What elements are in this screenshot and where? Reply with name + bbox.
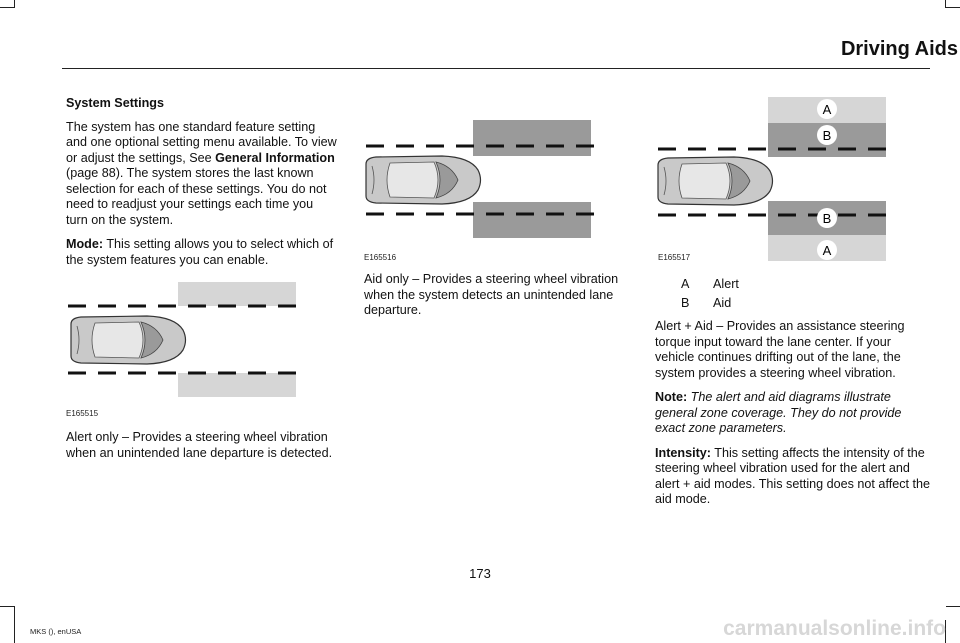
- zone-label-b-top: [817, 125, 837, 145]
- alert-zone-bottom: [178, 373, 296, 397]
- aid-only-diagram: [360, 118, 610, 242]
- mode-paragraph: [66, 237, 338, 268]
- car-image: [71, 316, 186, 364]
- car-image: [658, 157, 773, 205]
- footer-text: MKS (), enUSA: [30, 627, 82, 636]
- crop-mark: [0, 606, 14, 607]
- crop-mark: [946, 606, 960, 607]
- mode-text: This setting allows you to select which of the system features you can enable.: [66, 237, 334, 267]
- section-heading: System Settings: [66, 96, 164, 110]
- intensity-text: This setting affects the intensity of the steering wheel vibration used for the alert and alert + aid modes. This setting does not affect the aid mode.: [655, 445, 931, 506]
- watermark: carmanualsonline.info: [723, 617, 946, 640]
- right-column: [655, 319, 931, 517]
- figure-id: E165517: [658, 253, 691, 262]
- zone-label-text: B: [822, 211, 832, 226]
- legend-row: [681, 296, 739, 315]
- crop-mark: [0, 7, 14, 8]
- intensity-label: Intensity:: [655, 445, 711, 460]
- zone-label-text: A: [822, 102, 832, 117]
- general-information-link[interactable]: General Information: [215, 150, 335, 165]
- page-number: 173: [469, 566, 491, 581]
- figure-id: E165516: [364, 253, 397, 262]
- zone-label-a-bottom: [817, 240, 837, 260]
- note-paragraph: [655, 390, 931, 437]
- note-label: Note:: [655, 390, 688, 404]
- note-text: The alert and aid diagrams illustrate general zone coverage. They do not provide exact zone parameters.: [655, 390, 902, 435]
- crop-mark: [14, 606, 15, 643]
- left-column: [66, 96, 338, 277]
- zone-label-a-top: [817, 99, 837, 119]
- legend-key: B: [681, 296, 690, 310]
- header-rule: [62, 68, 930, 69]
- zone-label-b-bottom: [817, 208, 837, 228]
- car-image: [366, 156, 481, 204]
- alert-zone-top: [178, 282, 296, 306]
- intro-text: The system has one standard feature setting and one optional setting menu available. To view or adjust the settings, See: [66, 119, 337, 165]
- mode-label: Mode:: [66, 237, 104, 251]
- legend-row: [681, 277, 739, 296]
- intensity-paragraph: [655, 446, 931, 508]
- page-title: Driving Aids: [840, 38, 958, 60]
- alert-only-caption: [66, 430, 340, 470]
- zone-label-text: B: [822, 128, 832, 143]
- legend-key: A: [681, 277, 690, 291]
- crop-mark: [14, 0, 15, 8]
- crop-mark: [945, 0, 946, 8]
- intro-text-rest: (page 88). The system stores the last known selection for each of these settings. You do not need to readjust your settings each time you turn on the system.: [66, 166, 327, 227]
- zone-legend: [681, 277, 739, 315]
- legend-value: Alert: [713, 277, 739, 291]
- legend-value: Aid: [713, 296, 732, 310]
- alert-aid-diagram: [652, 95, 902, 265]
- aid-zone-bottom: [473, 202, 591, 238]
- aid-zone-top: [473, 120, 591, 156]
- intro-paragraph: [66, 120, 338, 229]
- alert-only-diagram: [62, 276, 314, 426]
- aid-only-caption: [364, 272, 634, 328]
- alert-aid-paragraph: Alert + Aid – Provides an assistance steering torque input toward the lane center. If your vehicle continues drifting out of the lane, the system provides a steering wheel vibration.: [655, 319, 905, 380]
- alert-only-text: Alert only – Provides a steering wheel vibration when an unintended lane departure is detected.: [66, 430, 333, 460]
- zone-label-text: A: [822, 243, 832, 258]
- crop-mark: [946, 7, 960, 8]
- figure-id: E165515: [66, 409, 99, 418]
- aid-only-text: Aid only – Provides a steering wheel vibration when the system detects an unintended lane departure.: [364, 272, 619, 317]
